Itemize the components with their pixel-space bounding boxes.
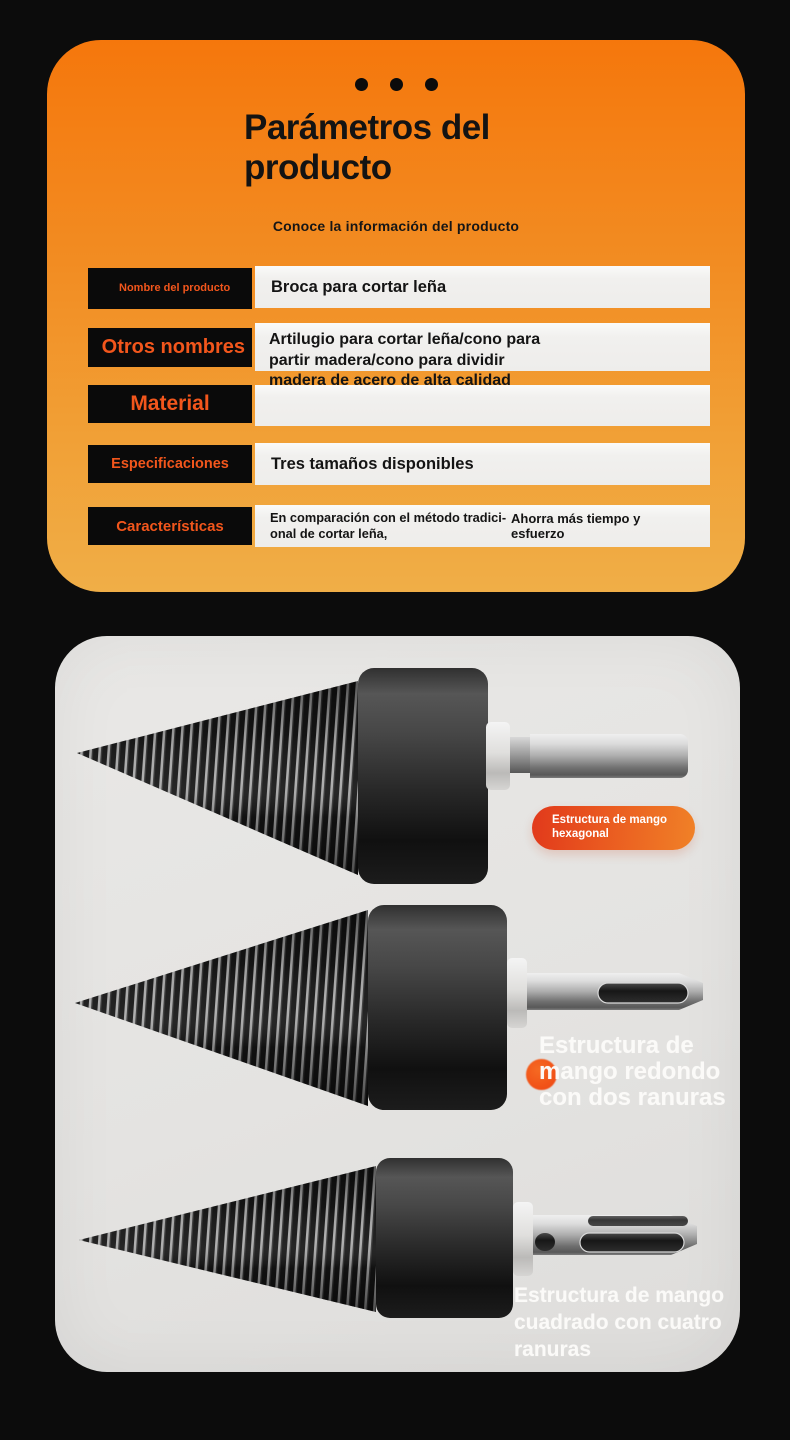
dot-icon [390,78,403,91]
shank-label-square: Estructura de mango cuadrado con cuatro ranuras [514,1284,725,1361]
shank-label-hexagonal: Estructura de mango hexagonal [532,806,695,850]
dot-icon [425,78,438,91]
spec-value-merged-text: Artilugio para cortar leña/cono para partir madera/cono para dividir madera de acero de alta calidad [269,331,541,389]
page-subtitle: Conoce la información del producto [272,218,520,234]
shank-label-round: Estructura de mango redondo con dos ranuras [539,1032,726,1111]
product-showcase-panel [55,636,740,1372]
spec-label-material: Material [88,385,252,423]
spec-value-caracteristicas [255,505,710,547]
spec-label-caracteristicas: Características [88,507,252,545]
page-title: Parámetros del producto [244,108,490,187]
caracteristicas-text-right: Ahorra más tiempo y esfuerzo [511,511,641,541]
spec-value-nombre: Broca para cortar leña [255,266,710,308]
decorative-dots [47,78,745,91]
spec-value-especificaciones: Tres tamaños disponibles [255,443,710,485]
spec-label-nombre: Nombre del producto [88,268,252,309]
spec-label-otros-nombres: Otros nombres [88,328,252,367]
spec-label-especificaciones: Especificaciones [88,445,252,483]
caracteristicas-text-left: En comparación con el método tradicional de cortar leña, [270,509,507,541]
dot-icon [355,78,368,91]
parameters-card [47,40,745,592]
drill-bit-hexagonal-shank [60,655,705,895]
